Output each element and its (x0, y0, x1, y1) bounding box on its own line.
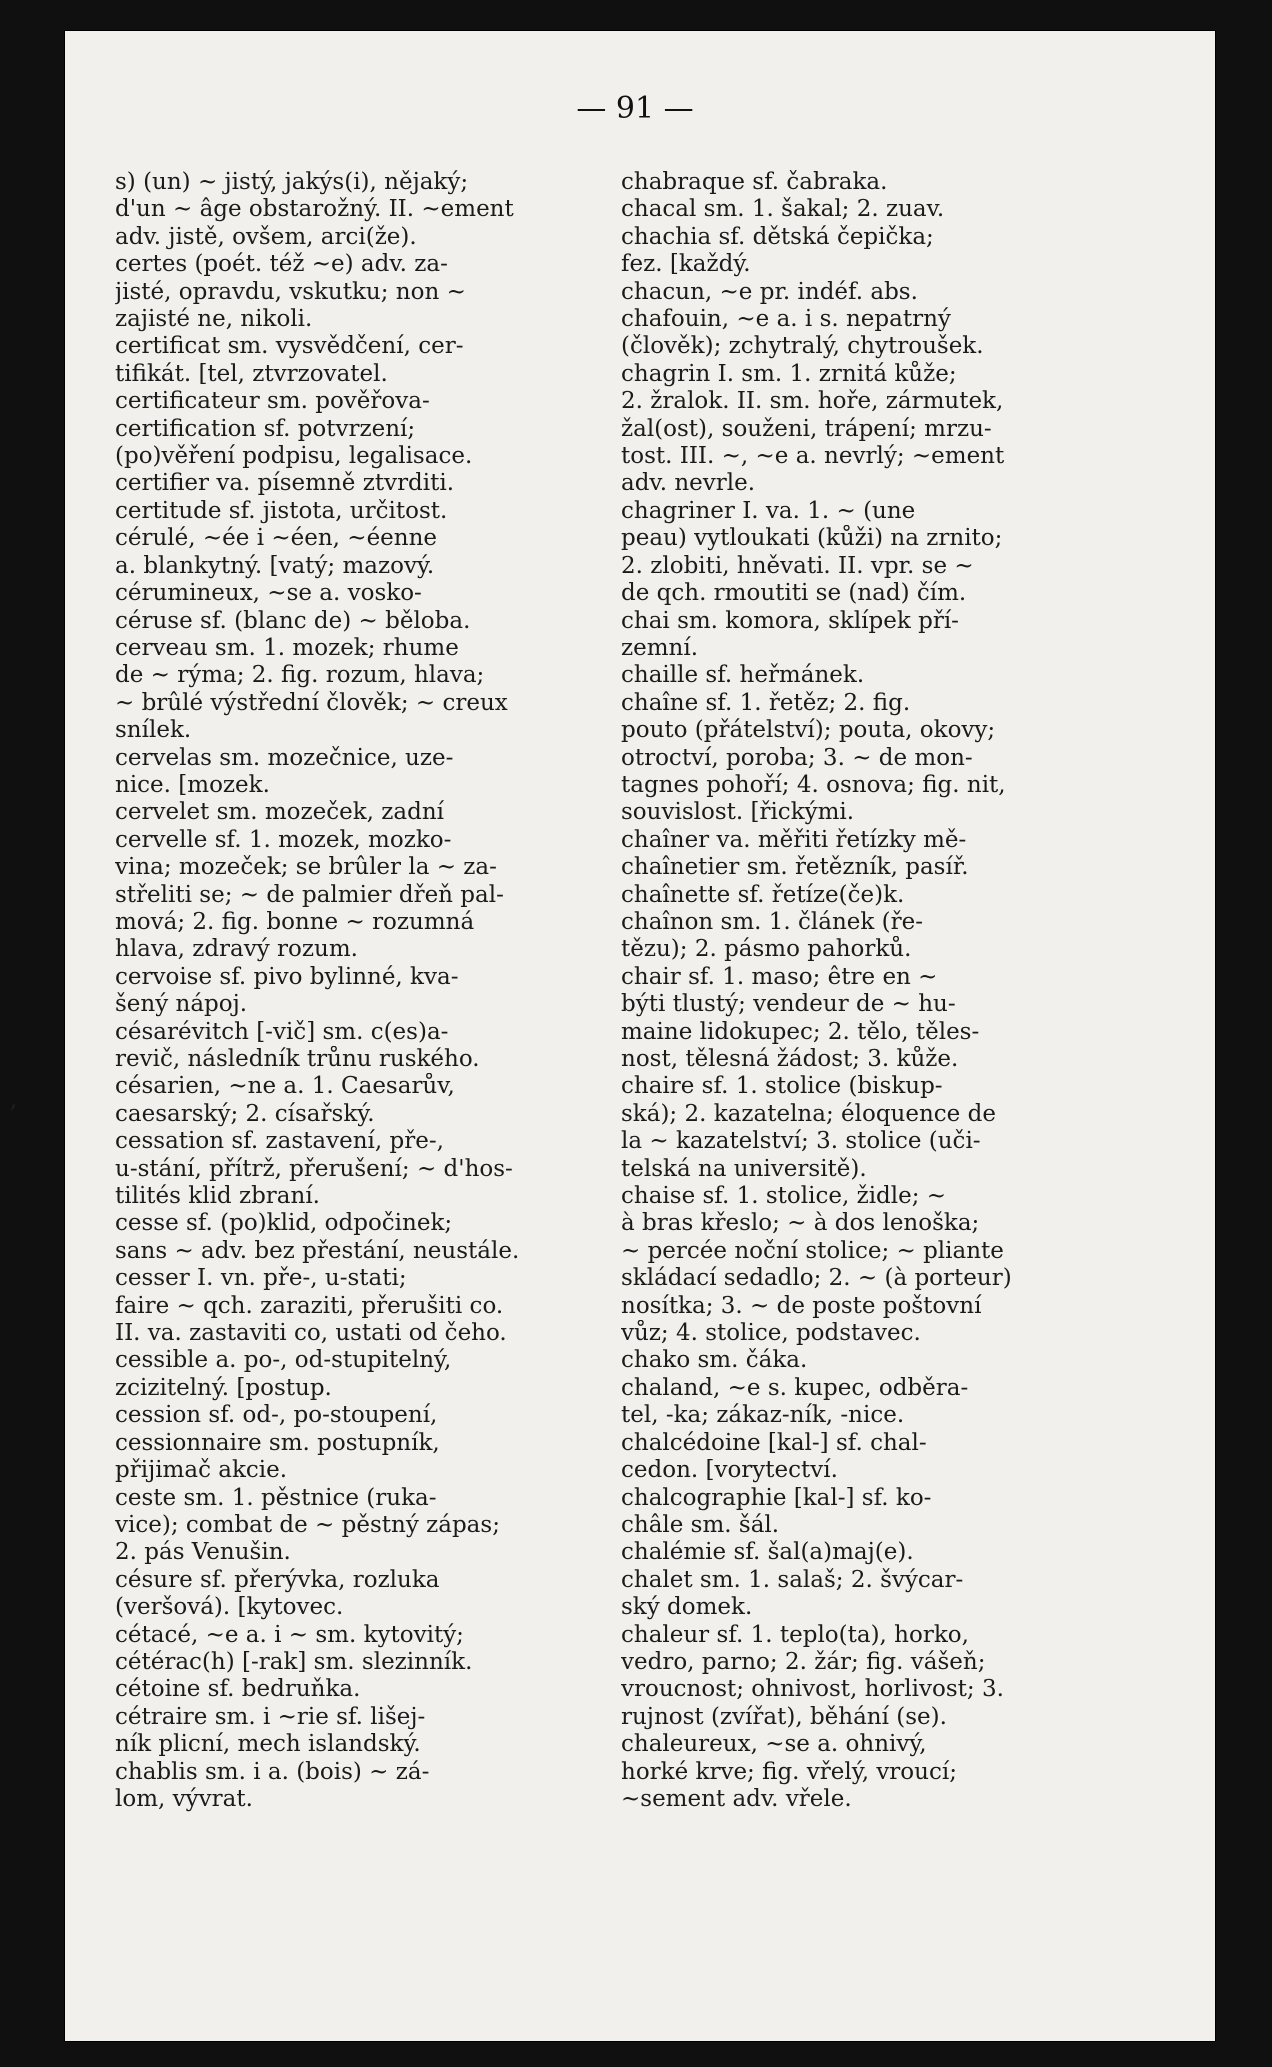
dictionary-line: souvislost. [řickými. (621, 799, 855, 826)
dictionary-line: cétoine sf. bedruňka. (115, 1676, 361, 1703)
right-column (621, 169, 1141, 1813)
dictionary-line: chako sm. čáka. (621, 1347, 808, 1374)
dictionary-line: certificat sm. vysvědčení, cer- (115, 333, 464, 360)
dictionary-line: hlava, zdravý rozum. (115, 936, 358, 963)
dictionary-line: certes (poét. též ~e) adv. za- (115, 251, 448, 278)
dictionary-line: chachia sf. dětská čepička; (621, 223, 934, 250)
dictionary-line: cervelet sm. mozeček, zadní (115, 799, 445, 826)
dictionary-line: (veršová). [kytovec. (115, 1594, 344, 1621)
dictionary-line: cérulé, ~ée i ~éen, ~éenne (115, 525, 438, 552)
dictionary-line: à bras křeslo; ~ à dos lenoška; (621, 1210, 980, 1237)
dictionary-line: chablis sm. i a. (bois) ~ zá- (115, 1758, 430, 1785)
dictionary-line: ~ brûlé výstřední člověk; ~ creux (115, 689, 508, 716)
dictionary-line: caesarský; 2. císařský. (115, 1100, 375, 1127)
dictionary-line: de qch. rmoutiti se (nad) čím. (621, 580, 967, 607)
dictionary-line: peau) vytloukati (kůži) na zrnito; (621, 525, 1003, 552)
dictionary-line: cessible a. po-, od-stupitelný, (115, 1347, 452, 1374)
dictionary-line: u-stání, přítrž, přerušení; ~ d'hos- (115, 1155, 513, 1182)
dictionary-line: cessation sf. zastavení, pře-, (115, 1128, 444, 1155)
dictionary-line: lom, vývrat. (115, 1785, 253, 1812)
dictionary-line: ~ percée noční stolice; ~ pliante (621, 1237, 1004, 1264)
dictionary-line: chaleur sf. 1. teplo(ta), horko, (621, 1621, 969, 1648)
dictionary-line: zemní. (621, 634, 699, 661)
dictionary-line: césarévitch [-vič] sm. c(es)a- (115, 1018, 449, 1045)
dictionary-line: tel, -ka; zákaz-ník, -nice. (621, 1402, 905, 1429)
dictionary-line: tifikát. [tel, ztvrzovatel. (115, 360, 388, 387)
dictionary-line: jisté, opravdu, vskutku; non ~ (115, 278, 466, 305)
dictionary-line: chaînetier sm. řetězník, pasíř. (621, 854, 969, 881)
dictionary-line: la ~ kazatelství; 3. stolice (uči- (621, 1128, 981, 1155)
dictionary-line: cervelle sf. 1. mozek, mozko- (115, 826, 452, 853)
dictionary-line: vůz; 4. stolice, podstavec. (621, 1320, 921, 1347)
dictionary-line: chaleureux, ~se a. ohnivý, (621, 1731, 927, 1758)
dictionary-line: cedon. [vorytectví. (621, 1457, 838, 1484)
dictionary-line: chaînette sf. řetíze(če)k. (621, 881, 905, 908)
dictionary-line: ská); 2. kazatelna; éloquence de (621, 1100, 996, 1127)
dictionary-line: II. va. zastaviti co, ustati od čeho. (115, 1320, 507, 1347)
dictionary-line: nosítka; 3. ~ de poste poštovní (621, 1292, 982, 1319)
dictionary-line: horké krve; fig. vřelý, vroucí; (621, 1758, 957, 1785)
dictionary-line: vroucnost; ohnivost, horlivost; 3. (621, 1676, 1004, 1703)
dictionary-line: chaire sf. 1. stolice (biskup- (621, 1073, 943, 1100)
dictionary-line: chacal sm. 1. šakal; 2. zuav. (621, 196, 945, 223)
dictionary-page (64, 30, 1216, 2042)
dictionary-line: vedro, parno; 2. žár; fig. vášeň; (621, 1648, 986, 1675)
dictionary-line: chalémie sf. šal(a)maj(e). (621, 1539, 914, 1566)
dictionary-line: rujnost (zvířat), běhání (se). (621, 1703, 947, 1730)
dictionary-line: certification sf. potvrzení; (115, 415, 416, 442)
dictionary-line: cétacé, ~e a. i ~ sm. kytovitý; (115, 1621, 464, 1648)
dictionary-line: střeliti se; ~ de palmier dřeň pal- (115, 881, 504, 908)
dictionary-line: přijimač akcie. (115, 1457, 288, 1484)
dictionary-line: cesse sf. (po)klid, odpočinek; (115, 1210, 453, 1237)
dictionary-line: sans ~ adv. bez přestání, neustále. (115, 1237, 520, 1264)
dictionary-line: s) (un) ~ jistý, jakýs(i), nějaký; (115, 169, 469, 195)
dictionary-line: certifier va. písemně ztvrditi. (115, 470, 455, 497)
dictionary-line: cesser I. vn. pře-, u-stati; (115, 1265, 407, 1292)
dictionary-line: chair sf. 1. maso; être en ~ (621, 963, 938, 990)
dictionary-line: chagriner I. va. 1. ~ (une (621, 497, 916, 524)
dictionary-line: chacun, ~e pr. indéf. abs. (621, 278, 918, 305)
dictionary-line: cession sf. od-, po-stoupení, (115, 1402, 438, 1429)
dictionary-line: (člověk); zchytralý, chytroušek. (621, 333, 984, 360)
dictionary-line: 2. pás Venušin. (115, 1539, 291, 1566)
dictionary-line: nost, tělesná žádost; 3. kůže. (621, 1046, 959, 1072)
dictionary-line: zcizitelný. [postup. (115, 1374, 332, 1401)
dictionary-line: 2. zlobiti, hněvati. II. vpr. se ~ (621, 552, 974, 579)
dictionary-line: tězu); 2. pásmo pahorků. (621, 936, 912, 963)
dictionary-line: snílek. (115, 717, 192, 744)
dictionary-line: chafouin, ~e a. i s. nepatrný (621, 306, 951, 333)
dictionary-line: cervelas sm. mozečnice, uze- (115, 744, 454, 771)
dictionary-line: adv. jistě, ovšem, arci(že). (115, 223, 417, 250)
page-number: — 91 — (576, 91, 694, 126)
dictionary-line: d'un ~ âge obstarožný. II. ~ement (115, 196, 514, 223)
dictionary-line: chalet sm. 1. salaš; 2. švýcar- (621, 1566, 964, 1593)
dictionary-line: a. blankytný. [vatý; mazový. (115, 552, 435, 579)
dictionary-line: chai sm. komora, sklípek pří- (621, 607, 959, 634)
dictionary-line: telská na universitě). (621, 1155, 867, 1182)
dictionary-line: mová; 2. fig. bonne ~ rozumná (115, 908, 475, 935)
dictionary-line: chaînon sm. 1. článek (ře- (621, 908, 924, 935)
dictionary-line: ský domek. (621, 1594, 753, 1621)
dictionary-line: ~sement adv. vřele. (621, 1785, 852, 1812)
dictionary-line: chalcédoine [kal-] sf. chal- (621, 1429, 927, 1456)
dictionary-line: tagnes pohoří; 4. osnova; fig. nit, (621, 771, 1006, 798)
dictionary-line: céruse sf. (blanc de) ~ běloba. (115, 607, 471, 634)
dictionary-line: châle sm. šál. (621, 1511, 780, 1538)
dictionary-line: ník plicní, mech islandský. (115, 1731, 421, 1758)
dictionary-line: (po)věření podpisu, legalisace. (115, 443, 473, 470)
dictionary-line: césure sf. přerývka, rozluka (115, 1566, 440, 1593)
dictionary-line: vice); combat de ~ pěstný zápas; (115, 1511, 500, 1538)
dictionary-line: cérumineux, ~se a. vosko- (115, 580, 422, 607)
dictionary-line: chaise sf. 1. stolice, židle; ~ (621, 1183, 947, 1210)
dictionary-line: chaland, ~e s. kupec, odběra- (621, 1374, 969, 1401)
dictionary-line: zajisté ne, nikoli. (115, 306, 313, 333)
dictionary-line: fez. [každý. (621, 251, 751, 278)
dictionary-line: chaîne sf. 1. řetěz; 2. fig. (621, 689, 911, 716)
dictionary-line: césarien, ~ne a. 1. Caesarův, (115, 1073, 455, 1100)
dictionary-line: revič, následník trůnu ruského. (115, 1046, 480, 1072)
dictionary-line: certificateur sm. pověřova- (115, 388, 430, 415)
dictionary-line: cétraire sm. i ~rie sf. lišej- (115, 1703, 426, 1730)
dictionary-line: ceste sm. 1. pěstnice (ruka- (115, 1484, 437, 1511)
dictionary-line: chaille sf. heřmánek. (621, 662, 865, 689)
dictionary-line: cétérac(h) [-rak] sm. slezinník. (115, 1648, 473, 1675)
dictionary-line: nice. [mozek. (115, 771, 270, 798)
dictionary-line: certitude sf. jistota, určitost. (115, 497, 448, 524)
dictionary-line: vina; mozeček; se brûler la ~ za- (115, 854, 497, 881)
dictionary-line: cerveau sm. 1. mozek; rhume (115, 634, 459, 661)
dictionary-line: žal(ost), souženi, trápení; mrzu- (621, 415, 992, 442)
dictionary-line: pouto (přátelství); pouta, okovy; (621, 717, 996, 744)
dictionary-line: chalcographie [kal-] sf. ko- (621, 1484, 932, 1511)
dictionary-line: tilités klid zbraní. (115, 1183, 320, 1210)
dictionary-line: cervoise sf. pivo bylinné, kva- (115, 963, 459, 990)
dictionary-line: skládací sedadlo; 2. ~ (à porteur) (621, 1265, 1012, 1292)
dictionary-line: otroctví, poroba; 3. ~ de mon- (621, 744, 973, 771)
dictionary-line: maine lidokupec; 2. tělo, těles- (621, 1018, 980, 1045)
dictionary-line: býti tlustý; vendeur de ~ hu- (621, 991, 956, 1018)
dictionary-line: chagrin I. sm. 1. zrnitá kůže; (621, 360, 957, 387)
dictionary-line: 2. žralok. II. sm. hoře, zármutek, (621, 388, 1004, 415)
dictionary-line: tost. III. ~, ~e a. nevrlý; ~ement (621, 443, 1005, 470)
left-column (115, 169, 585, 1813)
dictionary-line: cessionnaire sm. postupník, (115, 1429, 440, 1456)
margin-mark: , (10, 1088, 17, 1113)
dictionary-line: šený nápoj. (115, 991, 248, 1018)
dictionary-line: adv. nevrle. (621, 470, 756, 497)
dictionary-line: de ~ rýma; 2. fig. rozum, hlava; (115, 662, 485, 689)
dictionary-line: faire ~ qch. zaraziti, přerušiti co. (115, 1292, 504, 1319)
dictionary-line: chaîner va. měřiti řetízky mě- (621, 826, 967, 853)
dictionary-line: chabraque sf. čabraka. (621, 169, 888, 195)
